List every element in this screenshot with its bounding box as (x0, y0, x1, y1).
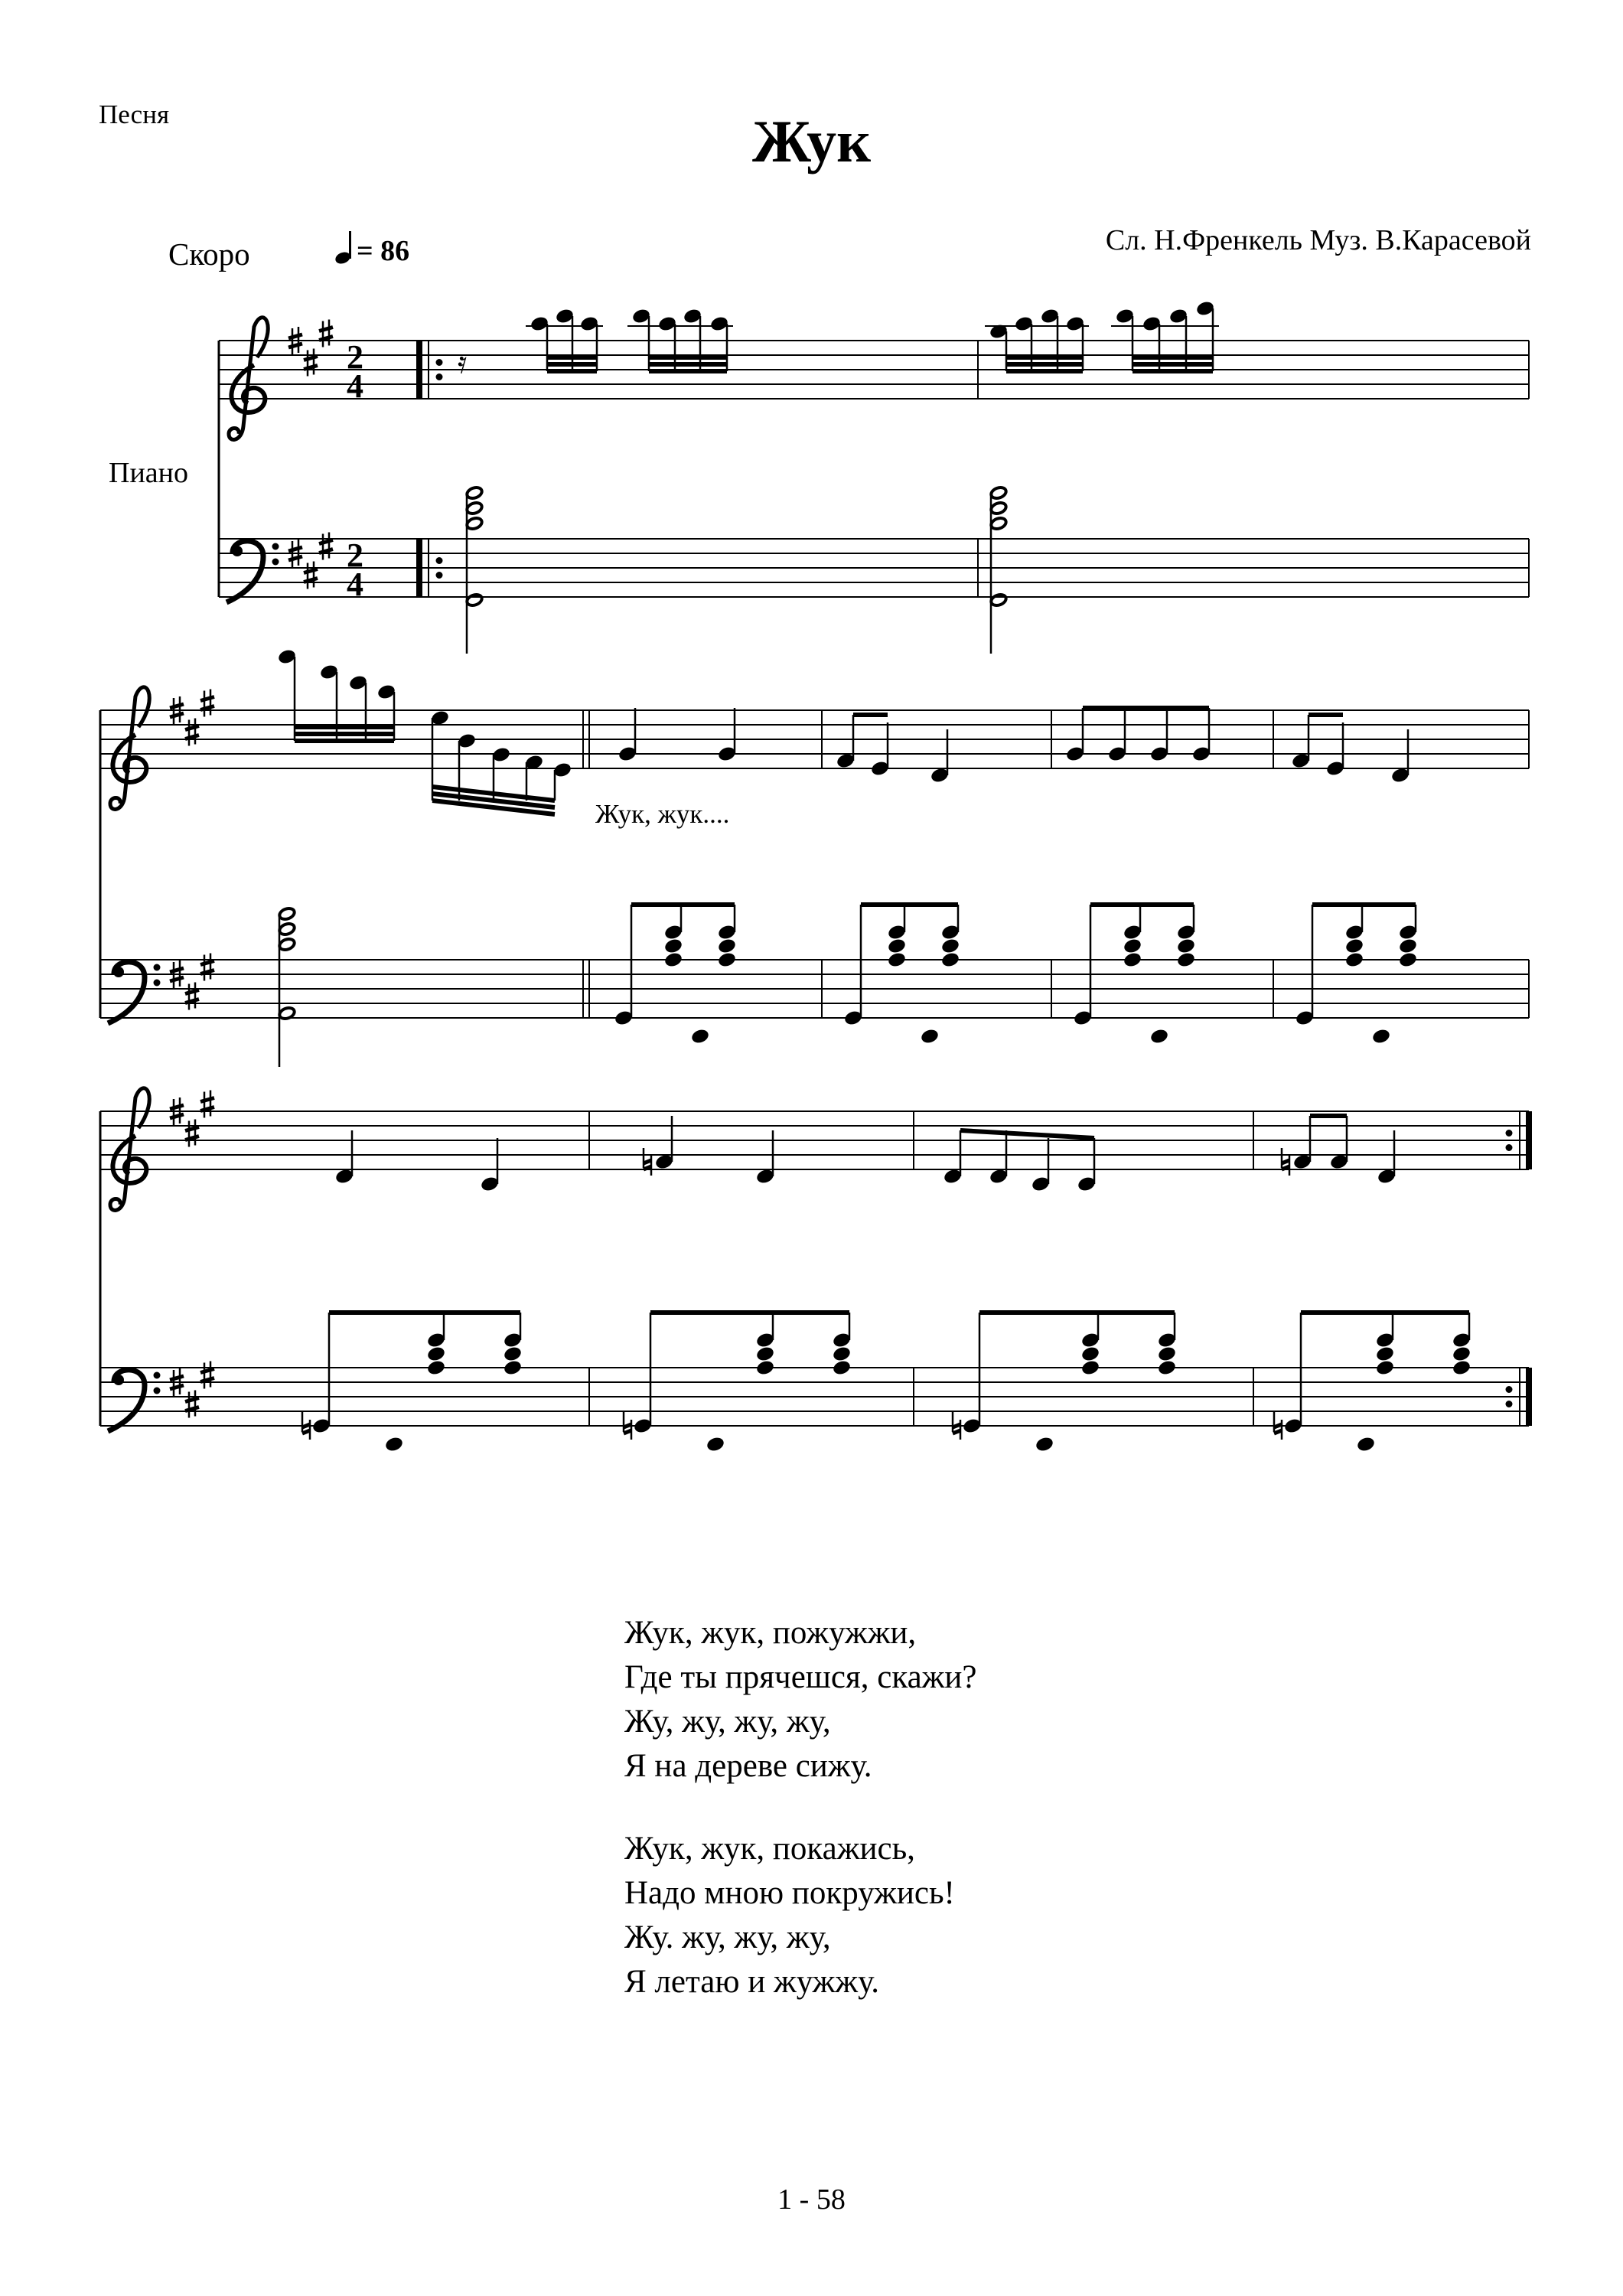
note (1344, 938, 1364, 955)
note (426, 1345, 446, 1363)
time-signature: 2 (347, 536, 363, 574)
song-title: Жук (751, 108, 872, 174)
poem-line: Жук, жук, пожужжи, (624, 1615, 917, 1651)
natural-icon (644, 1148, 651, 1176)
beam (960, 1130, 1094, 1138)
genre-label: Песня (99, 99, 170, 129)
repeat-dot (1506, 1130, 1512, 1137)
sharp-icon (304, 562, 318, 589)
note (1375, 1359, 1395, 1377)
sharp-icon (200, 1362, 214, 1389)
note (755, 1345, 775, 1363)
treble-clef-icon (110, 1088, 149, 1211)
sharp-icon (185, 1120, 199, 1147)
bass-clef-icon (227, 541, 279, 602)
repeat-dot (1506, 1387, 1512, 1393)
bass-clef-icon (108, 962, 161, 1023)
note (717, 951, 737, 969)
note (465, 592, 483, 607)
treble-clef-icon (229, 318, 268, 440)
repeat-dot (1506, 1145, 1512, 1151)
note (384, 1436, 404, 1453)
note (278, 921, 295, 936)
note (1123, 951, 1142, 969)
note (1157, 1345, 1177, 1363)
repeat-dot (436, 360, 442, 366)
note (1080, 1345, 1100, 1363)
note (755, 1359, 775, 1377)
sharp-icon (200, 1091, 214, 1118)
repeat-dot (436, 572, 442, 579)
note (465, 516, 483, 530)
page-number: 1 - 58 (777, 2183, 846, 2216)
natural-icon (953, 1412, 960, 1440)
note (663, 938, 683, 955)
sharp-icon (185, 983, 199, 1010)
poem-line: Жу, жу, жу, жу, (624, 1704, 831, 1740)
lyric-syllables: Жук, жук.... (595, 799, 730, 829)
note (1080, 1359, 1100, 1377)
time-signature: 2 (347, 338, 363, 376)
note (1344, 951, 1364, 969)
sharp-icon (304, 349, 318, 377)
note (832, 1345, 852, 1363)
sharp-icon (319, 320, 333, 347)
note (503, 1359, 523, 1377)
poem-line: Я на дереве сижу. (624, 1748, 872, 1784)
natural-icon (1274, 1412, 1282, 1440)
note (1035, 1436, 1054, 1453)
poem-line: Я летаю и жужжу. (624, 1964, 880, 2000)
note (503, 1345, 523, 1363)
natural-icon (624, 1412, 631, 1440)
poem-line: Надо мною покружись! (624, 1875, 955, 1911)
sharp-icon (319, 533, 333, 560)
note (1176, 951, 1196, 969)
note (1398, 951, 1418, 969)
natural-icon (302, 1412, 310, 1440)
sharp-icon (185, 719, 199, 746)
note (1149, 1028, 1169, 1045)
poem-line: Где ты прячешся, скажи? (624, 1659, 977, 1695)
note (426, 1359, 446, 1377)
note (690, 1028, 710, 1045)
repeat-dot (436, 558, 442, 564)
treble-clef-icon (110, 687, 149, 810)
natural-icon (1282, 1148, 1289, 1176)
note (1375, 1345, 1395, 1363)
poem-line: Жук, жук, покажись, (624, 1831, 915, 1867)
note (832, 1359, 852, 1377)
metronome-value: = 86 (357, 235, 410, 267)
note (989, 516, 1007, 530)
sharp-icon (200, 690, 214, 717)
note (920, 1028, 940, 1045)
note (940, 938, 960, 955)
note (989, 501, 1007, 515)
bass-clef-icon (108, 1370, 161, 1431)
credits: Сл. Н.Френкель Муз. В.Карасевой (1105, 224, 1531, 256)
rest-icon: 𝄿 (458, 345, 468, 380)
note (717, 938, 737, 955)
tempo-marking: Скоро (168, 236, 250, 272)
note (1452, 1345, 1471, 1363)
note (278, 937, 295, 951)
note (663, 951, 683, 969)
time-signature: 4 (347, 367, 363, 405)
poem-line: Жу. жу, жу, жу, (624, 1919, 831, 1955)
note (1157, 1359, 1177, 1377)
note (989, 485, 1007, 500)
repeat-dot (436, 374, 442, 380)
note (989, 592, 1007, 607)
note (706, 1436, 725, 1453)
note (887, 938, 907, 955)
note (887, 951, 907, 969)
repeat-dot (1506, 1401, 1512, 1407)
note (465, 501, 483, 515)
note (1371, 1028, 1391, 1045)
instrument-label: Пиано (109, 457, 188, 489)
time-signature: 4 (347, 566, 363, 603)
sharp-icon (185, 1391, 199, 1418)
sharp-icon (200, 954, 214, 981)
note (1398, 938, 1418, 955)
note (465, 485, 483, 500)
note (1356, 1436, 1376, 1453)
note (1123, 938, 1142, 955)
note (278, 906, 295, 921)
note (1452, 1359, 1471, 1377)
note (940, 951, 960, 969)
note (1176, 938, 1196, 955)
